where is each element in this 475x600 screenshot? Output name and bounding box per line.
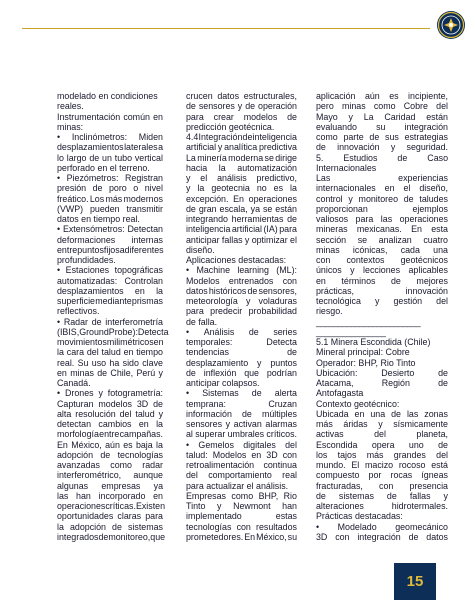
text-line: avanzadas como radar	[57, 460, 163, 470]
text-line: temprana: Cruzan	[186, 398, 297, 409]
text-line: reflectivos.	[57, 306, 100, 317]
text-line: deformaciones internas	[57, 234, 163, 245]
text-line: anticipar fallas y optimizar el	[186, 234, 297, 245]
text-line: implementado estas	[186, 511, 297, 522]
text-line: con contextos geotécnicos	[316, 255, 448, 265]
text-line: aplicación aún es incipiente,	[316, 91, 448, 101]
text-line: freático. Los más modernos	[57, 193, 163, 204]
text-line: de innovación y seguridad.	[316, 142, 448, 153]
text-column-3	[316, 91, 448, 541]
text-line: • Análisis de series	[186, 326, 297, 337]
text-line: tecnológica y gestión del	[316, 296, 448, 306]
text-line: desplazamientos laterales a	[57, 142, 163, 153]
text-line: alta resolución del talud y	[57, 408, 163, 419]
page-number: 15	[406, 573, 424, 590]
text-line: (IBIS, GroundProbe): Detecta	[57, 326, 169, 337]
text-line: 5. Estudios de Caso	[316, 152, 448, 163]
text-line: desplazamiento y puntos	[186, 357, 297, 368]
text-line: Canadá.	[57, 378, 91, 388]
text-line: oportunidades claras para	[57, 511, 163, 522]
text-line: prometedores. En México, su	[186, 531, 297, 542]
text-line: Modelos entrenados con	[186, 275, 297, 286]
text-line: de sensores y de operación	[186, 101, 297, 112]
separator-rule: ________________	[316, 326, 386, 337]
text-line: detectan cambios en la	[57, 419, 163, 429]
text-line: presión de poro o nivel	[57, 183, 163, 194]
text-line: y el análisis predictivo,	[186, 173, 297, 183]
text-line: Atacama, Región de	[316, 378, 448, 388]
text-line: proporcionan ejemplos	[316, 203, 448, 214]
text-line: La minería moderna se dirige	[186, 152, 297, 163]
text-line: desplazamientos en la	[57, 285, 163, 296]
text-line: minas icónicas, cada una	[316, 244, 448, 255]
text-line: y la geotecnia no es la	[186, 183, 297, 194]
text-line: las han incorporado en	[57, 490, 163, 501]
text-line: únicos y lecciones aplicables	[316, 265, 448, 276]
text-line: movimientos milimétricos en	[57, 337, 164, 347]
text-line: • Estaciones topográficas	[57, 265, 163, 276]
text-line: alteraciones hidrotermales.	[316, 501, 448, 511]
text-line: 3D con integración de datos	[316, 531, 448, 542]
text-line: En México, aún es baja la	[57, 439, 163, 450]
text-line: morfología entre campañas.	[57, 429, 163, 440]
text-line: temporales: Detecta	[186, 337, 297, 347]
text-line: datos históricos de sensores,	[186, 285, 297, 296]
text-line: para predecir probabilidad	[186, 306, 297, 317]
text-line: operaciones críticas. Existen	[57, 501, 166, 511]
text-line: excepción. En operaciones	[186, 193, 297, 204]
text-line: Empresas como BHP, Rio	[186, 490, 297, 501]
text-line: de sistemas de fallas y	[316, 490, 448, 501]
text-line: predicción geotécnica.	[186, 121, 275, 132]
text-line: interferométrico, aunque	[57, 470, 163, 481]
text-line: minas:	[57, 121, 84, 132]
text-line: anticipar colapsos.	[186, 378, 260, 388]
emblem-icon	[437, 11, 465, 39]
text-line: control y monitoreo de taludes	[316, 193, 448, 204]
text-line: Mayo y La Caridad están	[316, 111, 448, 122]
text-line: Internacionales	[316, 162, 377, 173]
text-line: profundidades.	[57, 255, 116, 265]
text-line: prácticas, innovación	[316, 285, 448, 296]
text-line: pero minas como Cobre del	[316, 101, 448, 112]
text-line: Contexto geotécnico:	[316, 398, 400, 409]
text-line: como parte de sus estrategias	[316, 132, 448, 142]
text-line: Aplicaciones destacadas:	[186, 255, 287, 265]
text-line: adopción de tecnologías	[57, 449, 163, 460]
text-line: de falla.	[186, 316, 218, 327]
text-line: meteorología y voladuras	[186, 296, 297, 306]
text-line: del comportamiento real	[186, 470, 297, 481]
text-line: en minas de Chile, Perú y	[57, 367, 163, 378]
text-line: entre puntos fijos a diferentes	[57, 244, 164, 255]
text-line: Mineral principal: Cobre	[316, 347, 410, 358]
text-line: artificial y analítica predictiva	[186, 142, 297, 153]
text-line: • Gemelos digitales del	[186, 439, 297, 450]
text-line: • Machine learning (ML):	[186, 265, 297, 276]
text-line: Operador: BHP, Rio Tinto	[316, 357, 416, 368]
text-line: riesgo.	[316, 306, 343, 317]
text-line: tecnologías con resultados	[186, 521, 297, 532]
separator-rule: ________________________	[316, 316, 421, 327]
text-line: retroalimentación continua	[186, 460, 297, 470]
text-line: superficie mediante prismas	[57, 296, 163, 306]
text-line: lo largo de un tubo vertical	[57, 152, 163, 163]
text-line: integrando herramientas de	[186, 214, 297, 224]
text-line: Prácticas destacadas:	[316, 511, 403, 522]
text-line: de gran escala, ya se están	[186, 203, 297, 214]
text-line: activas del planeta,	[316, 429, 448, 440]
text-line: evaluando su integración	[316, 121, 448, 132]
text-line: Tinto y Newmont han	[186, 501, 297, 511]
text-line: mundo. El macizo rocoso está	[316, 460, 448, 470]
text-line: hacia la automatización	[186, 162, 297, 173]
text-line: la cara del talud en tiempo	[57, 347, 163, 358]
text-line: talud: Modelos en 3D con	[186, 449, 297, 460]
text-line: Antofagasta	[316, 388, 364, 399]
text-column-1	[57, 91, 169, 542]
text-line: más áridas y sísmicamente	[316, 419, 448, 429]
page-number-badge	[394, 563, 436, 600]
text-line: diseño.	[186, 244, 215, 255]
text-line: 5.1 Minera Escondida (Chile)	[316, 337, 431, 347]
text-line: • Extensómetros: Detectan	[57, 224, 163, 235]
text-line: 4.4 Integración de inteligencia	[186, 132, 297, 142]
text-line: Escondida opera uno de	[316, 439, 448, 450]
text-line: compuesto por rocas ígneas	[316, 470, 448, 481]
text-line: datos en tiempo real.	[57, 214, 140, 224]
text-line: Instrumentación común en	[57, 111, 163, 122]
text-line: algunas empresas ya	[57, 480, 163, 491]
text-line: sección se analizan cuatro	[316, 234, 448, 245]
text-line: perforado en el terreno.	[57, 162, 150, 173]
text-line: tendencias de	[186, 347, 297, 358]
text-line: fracturadas, con presencia	[316, 480, 448, 491]
text-line: (VWP) pueden transmitir	[57, 203, 163, 214]
text-line: Ubicación: Desierto de	[316, 367, 448, 378]
text-line: reales.	[57, 101, 84, 112]
text-line: modelado en condiciones	[57, 91, 158, 101]
text-line: sensores y activan alarmas	[186, 419, 297, 429]
text-line: mineras mexicanas. En esta	[316, 224, 448, 235]
text-line: Capturan modelos 3D de	[57, 398, 163, 409]
text-line: valiosos para las operaciones	[316, 214, 448, 224]
text-line: inteligencia artificial (IA) para	[186, 224, 297, 235]
text-line: en términos de mejores	[316, 275, 448, 286]
text-line: • Modelado geomecánico	[316, 521, 448, 532]
text-line: Ubicada en una de las zonas	[316, 408, 448, 419]
text-line: automatizadas: Controlan	[57, 275, 163, 286]
text-line: crucen datos estructurales,	[186, 91, 297, 101]
text-line: • Drones y fotogrametría:	[57, 388, 163, 399]
text-line: para crear modelos de	[186, 111, 297, 122]
text-line: de inflexión que podrían	[186, 367, 297, 378]
text-line: información de múltiples	[186, 408, 297, 419]
header-rule	[22, 28, 430, 29]
text-line: • Inclinómetros: Miden	[57, 132, 163, 142]
text-line: • Piezómetros: Registran	[57, 173, 163, 183]
text-line: los tajos más grandes del	[316, 449, 448, 460]
text-column-2	[186, 91, 297, 541]
text-line: real. Su uso ha sido clave	[57, 357, 163, 368]
text-line: • Sistemas de alerta	[186, 388, 297, 399]
text-line: para actualizar el análisis.	[186, 480, 289, 491]
text-line: Las experiencias	[316, 173, 448, 183]
text-line: internacionales en el diseño,	[316, 183, 448, 194]
text-line: al superar umbrales críticos.	[186, 429, 297, 440]
text-line: integrados de monitoreo, que	[57, 531, 166, 542]
text-line: • Radar de interferometría	[57, 316, 163, 327]
text-line: la adopción de sistemas	[57, 521, 163, 532]
